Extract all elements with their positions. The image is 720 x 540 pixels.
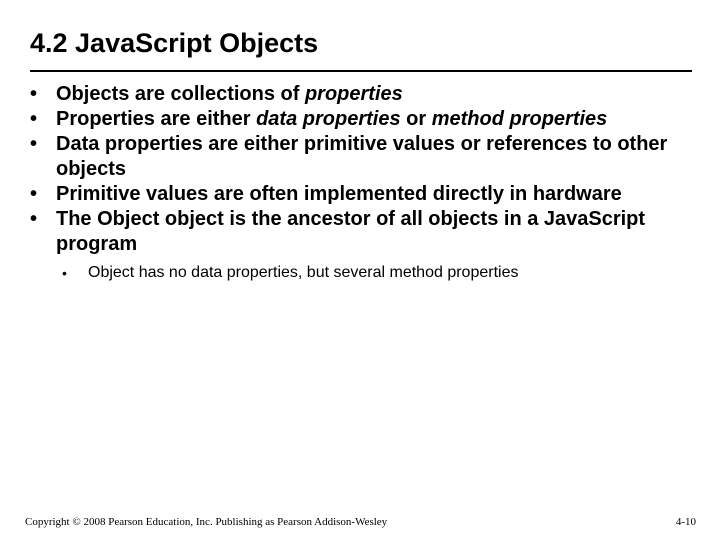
slide-title: 4.2 JavaScript Objects xyxy=(30,28,319,58)
bullet-text-part: or xyxy=(400,108,432,130)
bullet-marker: • xyxy=(30,83,38,105)
bullet-marker: • xyxy=(30,208,38,230)
bullet-text-part-italic: properties xyxy=(304,83,403,105)
bullet-text-part: Data properties are either primitive values or references to other objects xyxy=(56,133,668,180)
bullet-text-part: Primitive values are often implemented directly in hardware xyxy=(56,183,622,205)
bullet-item xyxy=(30,82,700,107)
bullet-item xyxy=(30,132,700,182)
sub-bullet-marker: • xyxy=(62,265,67,281)
bullet-marker: • xyxy=(30,183,38,205)
bullet-marker: • xyxy=(30,108,38,130)
footer-page-number: 4-10 xyxy=(675,516,696,528)
bullet-text-part-italic: data properties xyxy=(256,108,401,130)
bullet-list xyxy=(30,82,700,283)
bullet-item xyxy=(30,207,700,257)
bullet-text-part: Objects are collections of xyxy=(56,83,305,105)
title-divider xyxy=(30,70,692,72)
bullet-marker: • xyxy=(30,133,38,155)
bullet-text-part-italic: method properties xyxy=(431,108,608,130)
bullet-item xyxy=(30,182,700,207)
footer-copyright: Copyright © 2008 Pearson Education, Inc. Publishing as Pearson Addison-Wesley xyxy=(25,516,388,528)
bullet-text-part: Properties are either xyxy=(56,108,257,130)
sub-bullet-item xyxy=(62,263,700,283)
bullet-item xyxy=(30,107,700,132)
sub-bullet-text: Object has no data properties, but several method properties xyxy=(88,264,519,281)
bullet-text-part: The Object object is the ancestor of all objects in a JavaScript program xyxy=(56,208,646,255)
